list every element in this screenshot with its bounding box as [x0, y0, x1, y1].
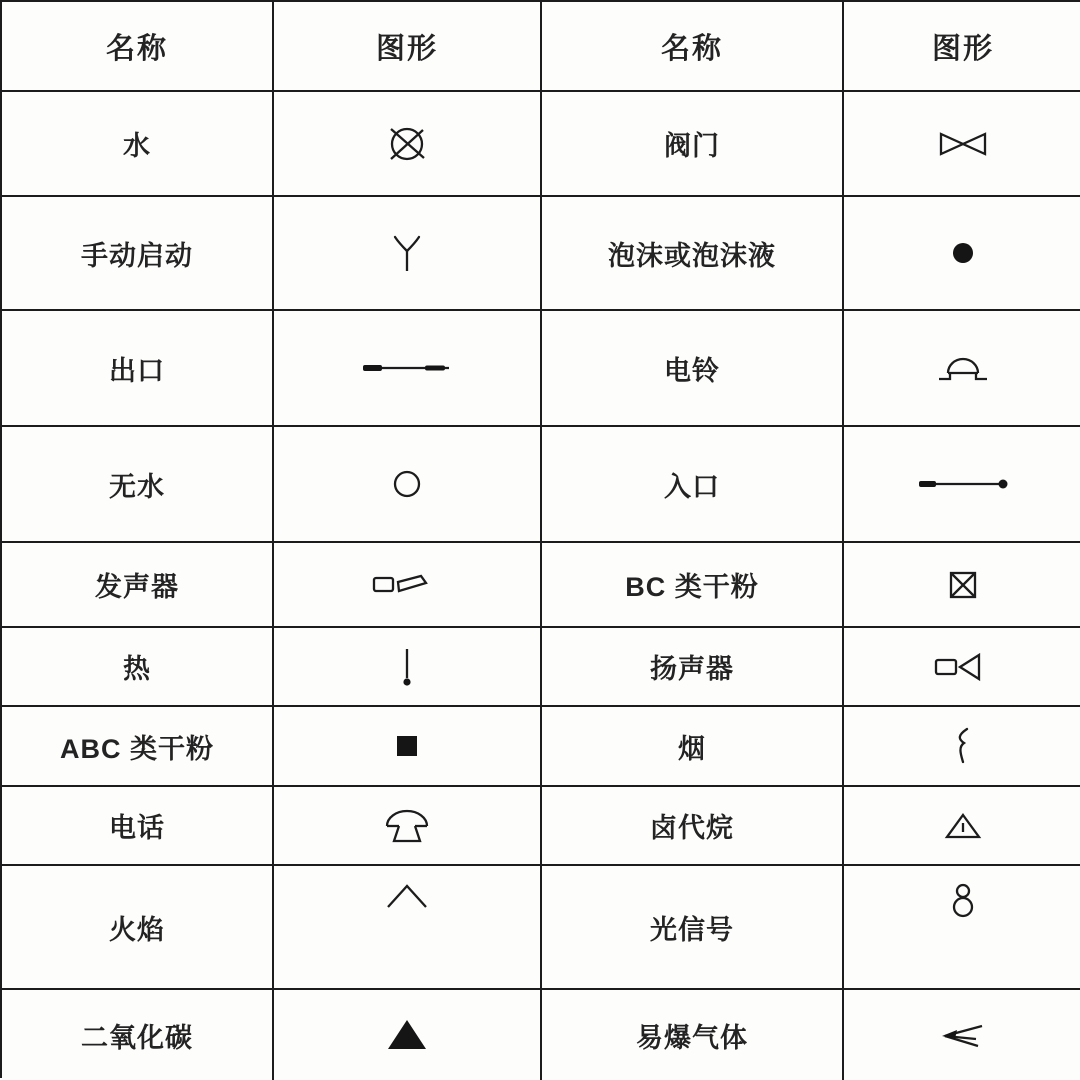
filled-square-icon — [395, 734, 419, 758]
heat-symbol-cell — [274, 628, 542, 707]
manual-start-y-icon — [388, 231, 426, 275]
label-bc-dry-powder: BC 类干粉 — [542, 543, 844, 628]
sounder-horn-icon — [371, 572, 443, 598]
label-telephone: 电话 — [2, 787, 274, 866]
filled-triangle-icon — [386, 1018, 428, 1052]
label-foam: 泡沫或泡沫液 — [542, 197, 844, 311]
label-no-water: 无水 — [2, 427, 274, 543]
sounder-symbol-cell — [274, 543, 542, 628]
label-water: 水 — [2, 92, 274, 197]
circle-cross-icon — [382, 121, 432, 167]
label-exit: 出口 — [2, 311, 274, 427]
label-manual-start: 手动启动 — [2, 197, 274, 311]
valve-symbol-cell — [844, 92, 1080, 197]
flame-symbol-cell — [274, 866, 542, 990]
light-signal-icon — [952, 882, 974, 920]
header-graphic-right: 图形 — [844, 2, 1080, 92]
bc-dry-powder-symbol-cell — [844, 543, 1080, 628]
explosive-gas-arrow-icon — [938, 1020, 988, 1050]
label-light-signal: 光信号 — [542, 866, 844, 990]
boxed-cross-icon — [947, 569, 979, 601]
no-water-symbol-cell — [274, 427, 542, 543]
open-circle-icon — [392, 469, 422, 499]
label-smoke: 烟 — [542, 707, 844, 787]
telephone-symbol-cell — [274, 787, 542, 866]
label-heat: 热 — [2, 628, 274, 707]
header-name-right: 名称 — [542, 2, 844, 92]
label-carbon-dioxide: 二氧化碳 — [2, 990, 274, 1080]
loudspeaker-icon — [933, 650, 993, 684]
abc-dry-powder-symbol-cell — [274, 707, 542, 787]
entrance-symbol-cell — [844, 427, 1080, 543]
carbon-dioxide-symbol-cell — [274, 990, 542, 1080]
manual-start-symbol-cell — [274, 197, 542, 311]
header-graphic-left: 图形 — [274, 2, 542, 92]
heat-stem-icon — [400, 646, 414, 688]
electric-bell-icon — [936, 353, 990, 383]
entry-line-icon — [915, 477, 1011, 491]
smoke-squiggle-icon — [953, 726, 973, 766]
halon-symbol-cell — [844, 787, 1080, 866]
smoke-symbol-cell — [844, 707, 1080, 787]
label-valve: 阀门 — [542, 92, 844, 197]
label-abc-dry-powder: ABC 类干粉 — [2, 707, 274, 787]
valve-bowtie-icon — [937, 129, 989, 159]
halon-triangle-icon — [944, 811, 982, 841]
light-signal-symbol-cell — [844, 866, 1080, 990]
electric-bell-symbol-cell — [844, 311, 1080, 427]
explosive-gas-symbol-cell — [844, 990, 1080, 1080]
exit-symbol-cell — [274, 311, 542, 427]
label-flame: 火焰 — [2, 866, 274, 990]
flame-caret-icon — [384, 882, 430, 910]
water-symbol-cell — [274, 92, 542, 197]
label-sounder: 发声器 — [2, 543, 274, 628]
label-entrance: 入口 — [542, 427, 844, 543]
label-explosive-gas: 易爆气体 — [542, 990, 844, 1080]
foam-symbol-cell — [844, 197, 1080, 311]
filled-dot-icon — [951, 241, 975, 265]
label-electric-bell: 电铃 — [542, 311, 844, 427]
label-halon: 卤代烷 — [542, 787, 844, 866]
exit-line-icon — [359, 361, 455, 375]
header-name-left: 名称 — [2, 2, 274, 92]
telephone-icon — [381, 807, 433, 845]
label-loudspeaker: 扬声器 — [542, 628, 844, 707]
loudspeaker-symbol-cell — [844, 628, 1080, 707]
